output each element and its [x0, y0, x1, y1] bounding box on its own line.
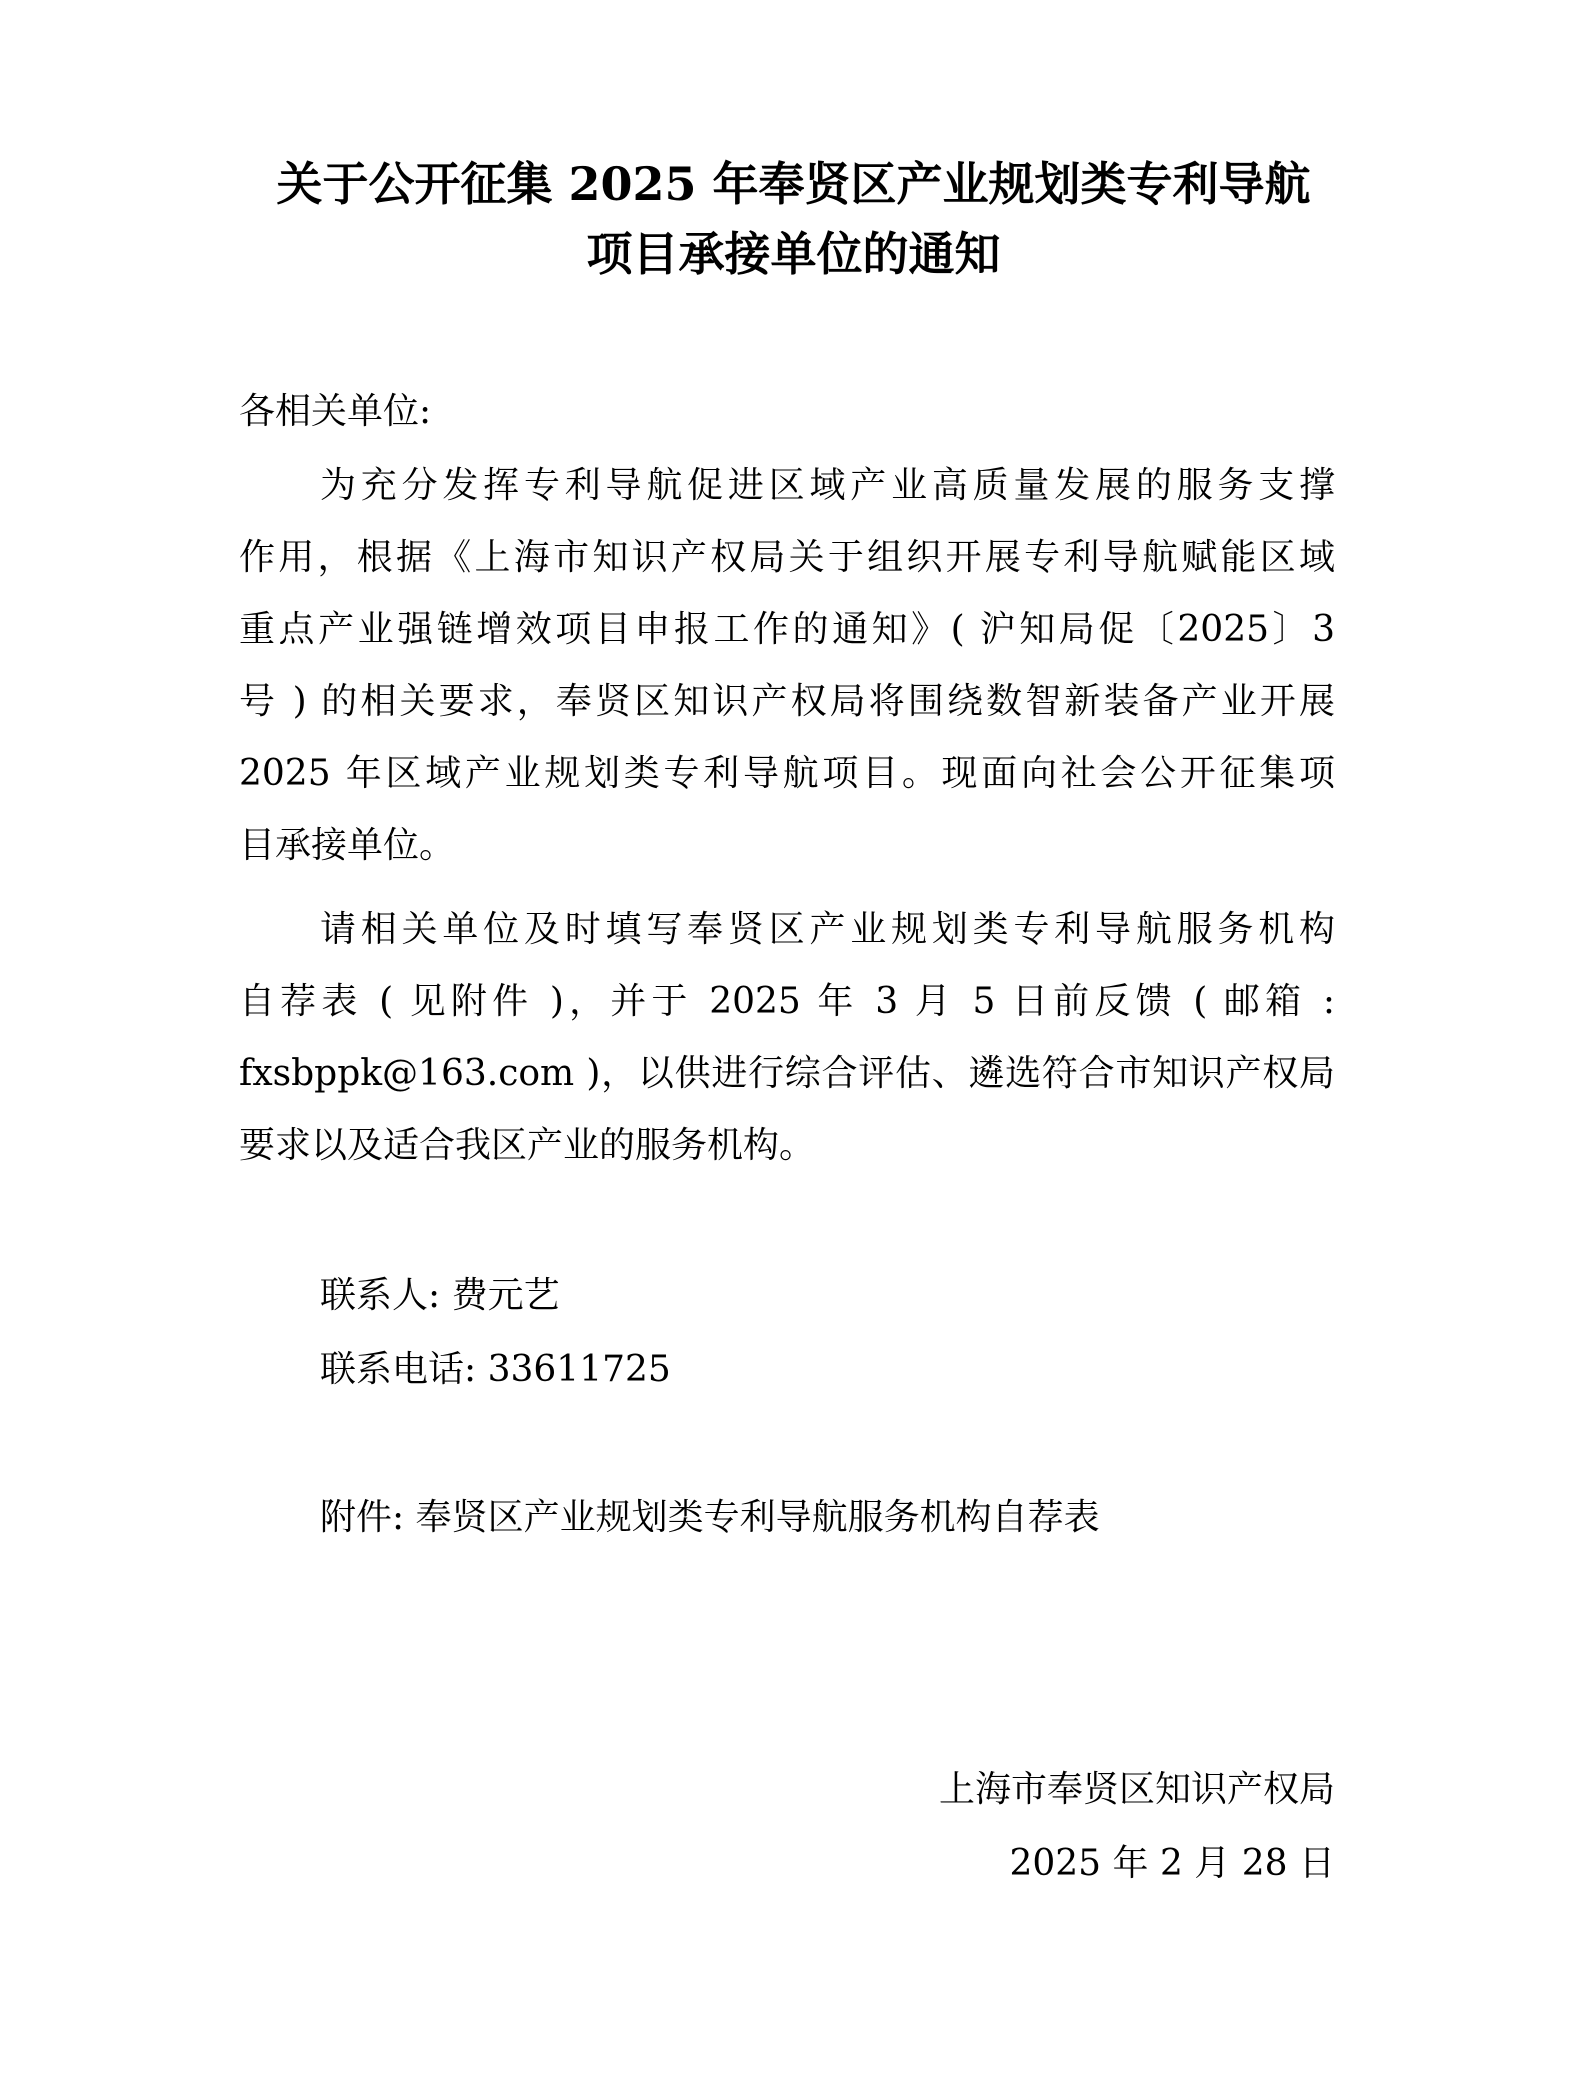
document-title-line-2: 项目承接单位的通知 — [586, 227, 1001, 281]
paragraph-2-line-2: 自荐表 ( 见附件 )，并于 2025 年 3 月 5 日前反馈 ( 邮箱 : — [239, 981, 1335, 1022]
document-title-line-1: 关于公开征集 2025 年奉贤区产业规划类专利导航 — [276, 157, 1311, 211]
paragraph-1-line-2: 作用，根据《上海市知识产权局关于组织开展专利导航赋能区域 — [239, 537, 1335, 578]
attachment-line: 附件: 奉贤区产业规划类专利导航服务机构自荐表 — [320, 1497, 1100, 1538]
signature-date: 2025 年 2 月 28 日 — [1009, 1843, 1335, 1884]
paragraph-1-line-3: 重点产业强链增效项目申报工作的通知》( 沪知局促〔2025〕3 — [239, 609, 1335, 650]
paragraph-1-line-4: 号 ) 的相关要求，奉贤区知识产权局将围绕数智新装备产业开展 — [239, 681, 1335, 722]
paragraph-2-line-3: fxsbppk@163.com )，以供进行综合评估、遴选符合市知识产权局 — [239, 1053, 1335, 1094]
paragraph-1-line-6: 目承接单位。 — [239, 825, 456, 866]
contact-phone: 联系电话: 33611725 — [320, 1349, 671, 1390]
paragraph-1-line-5: 2025 年区域产业规划类专利导航项目。现面向社会公开征集项 — [239, 753, 1335, 794]
salutation: 各相关单位: — [239, 391, 432, 432]
paragraph-2-line-4: 要求以及适合我区产业的服务机构。 — [239, 1125, 816, 1166]
contact-person: 联系人: 费元艺 — [320, 1275, 560, 1316]
paragraph-2-line-1: 请相关单位及时填写奉贤区产业规划类专利导航服务机构 — [320, 909, 1335, 950]
signature-org: 上海市奉贤区知识产权局 — [938, 1769, 1335, 1810]
paragraph-1-line-1: 为充分发挥专利导航促进区域产业高质量发展的服务支撑 — [320, 465, 1335, 506]
